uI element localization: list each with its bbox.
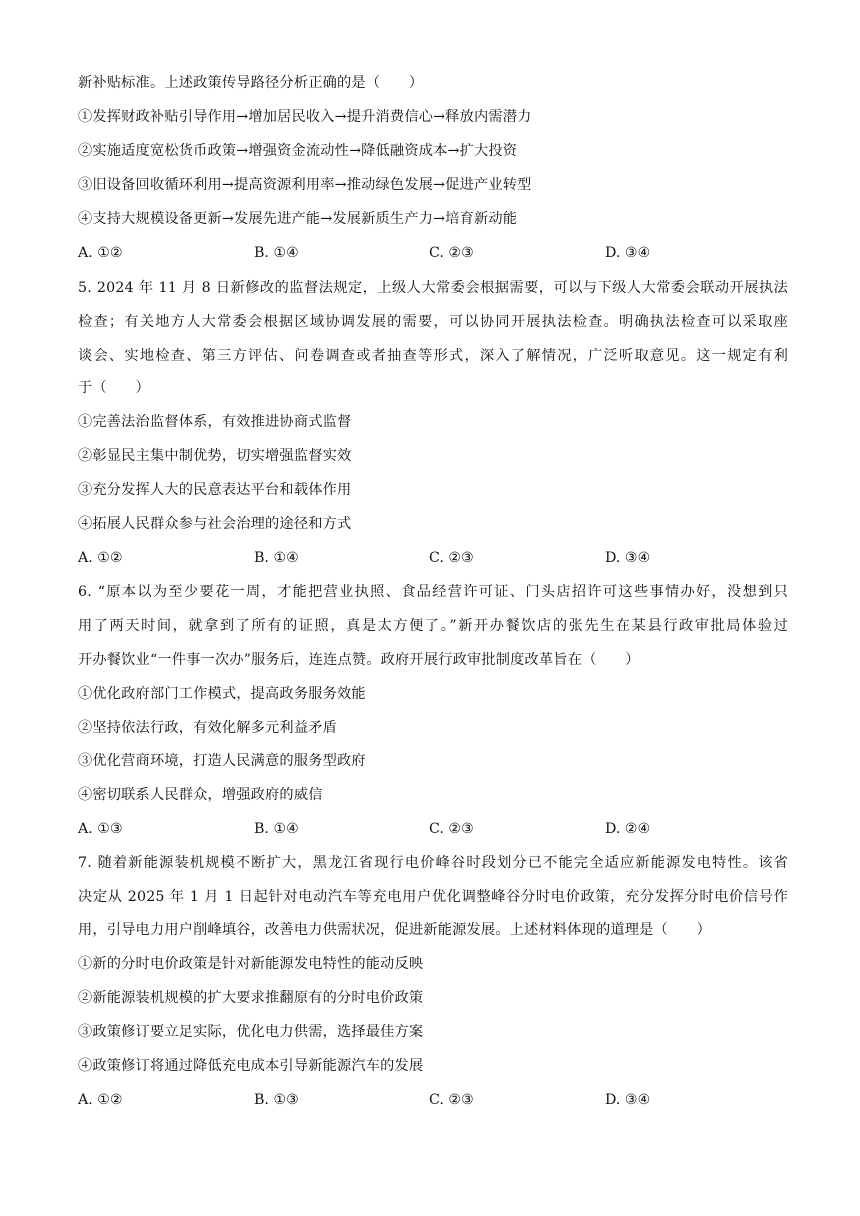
q7-item-2: ②新能源装机规模的扩大要求推翻原有的分时电价政策 xyxy=(78,990,424,1006)
q5-option-d: D. ③④ xyxy=(605,550,651,566)
q6-item-3: ③优化营商环境，打造人民满意的服务型政府 xyxy=(78,753,366,769)
q7-option-a: A. ①② xyxy=(78,1092,123,1108)
q6-option-c: C. ②③ xyxy=(429,821,474,837)
q7-item-4: ④政策修订将通过降低充电成本引导新能源汽车的发展 xyxy=(78,1058,424,1074)
q7-stem-line-3: 用，引导电力用户削峰填谷，改善电力供需状况，促进新能源发展。上述材料体现的道理是（ ） xyxy=(78,922,712,938)
q4-item-2: ②实施适度宽松货币政策→增强资金流动性→降低融资成本→扩大投资 xyxy=(78,143,518,159)
q4-item-1: ①发挥财政补贴引导作用→增加居民收入→提升消费信心→释放内需潜力 xyxy=(78,109,532,125)
q7-option-b: B. ①③ xyxy=(254,1092,299,1108)
q7-stem-line-1: 7. 随着新能源装机规模不断扩大，黑龙江省现行电价峰谷时段划分已不能完全适应新能源发电特性。该省 xyxy=(78,855,788,871)
q5-stem-line-2: 检查；有关地方人大常委会根据区域协调发展的需要，可以协同开展执法检查。明确执法检查可以采取座 xyxy=(78,314,788,330)
q7-item-3: ③政策修订要立足实际，优化电力供需，选择最佳方案 xyxy=(78,1024,424,1040)
q6-item-1: ①优化政府部门工作模式，提高政务服务效能 xyxy=(78,686,366,702)
q6-option-b: B. ①④ xyxy=(254,821,299,837)
q4-stem-tail: 新补贴标准。上述政策传导路径分析正确的是（ ） xyxy=(78,75,424,91)
q5-item-4: ④拓展人民群众参与社会治理的途径和方式 xyxy=(78,516,352,532)
q5-stem-line-1: 5. 2024 年 11 月 8 日新修改的监督法规定，上级人大常委会根据需要，可以与下级人大常委会联动开展执法 xyxy=(78,280,788,296)
q4-option-a: A. ①② xyxy=(78,245,123,261)
q7-stem-line-2: 决定从 2025 年 1 月 1 日起针对电动汽车等充电用户优化调整峰谷分时电价政策，充分发挥分时电价信号作 xyxy=(78,889,788,905)
q4-option-b: B. ①④ xyxy=(254,245,299,261)
q5-stem-line-4: 于（ ） xyxy=(78,380,150,396)
q7-option-d: D. ③④ xyxy=(605,1092,651,1108)
q6-item-2: ②坚持依法行政，有效化解多元利益矛盾 xyxy=(78,720,337,736)
q6-stem-line-1: 6. “原本以为至少要花一周，才能把营业执照、食品经营许可证、门头店招许可这些事情办好，没想到只 xyxy=(78,584,788,600)
q4-item-3: ③旧设备回收循环利用→提高资源利用率→推动绿色发展→促进产业转型 xyxy=(78,177,532,193)
q4-item-4: ④支持大规模设备更新→发展先进产能→发展新质生产力→培育新动能 xyxy=(78,211,518,227)
q5-option-b: B. ①④ xyxy=(254,550,299,566)
q6-item-4: ④密切联系人民群众，增强政府的威信 xyxy=(78,787,323,803)
q6-option-a: A. ①③ xyxy=(78,821,123,837)
q6-option-d: D. ②④ xyxy=(605,821,651,837)
q5-item-3: ③充分发挥人大的民意表达平台和载体作用 xyxy=(78,482,352,498)
q4-option-d: D. ③④ xyxy=(605,245,651,261)
q4-option-c: C. ②③ xyxy=(429,245,474,261)
q5-option-c: C. ②③ xyxy=(429,550,474,566)
q5-item-2: ②彰显民主集中制优势，切实增强监督实效 xyxy=(78,448,352,464)
q5-item-1: ①完善法治监督体系，有效推进协商式监督 xyxy=(78,414,352,430)
q6-stem-line-3: 开办餐饮业“一件事一次办”服务后，连连点赞。政府开展行政审批制度改革旨在（ ） xyxy=(78,652,640,668)
q6-stem-line-2: 用了两天时间，就拿到了所有的证照，真是太方便了。”新开办餐饮店的张先生在某县行政审批局体验过 xyxy=(78,618,788,634)
q5-stem-line-3: 谈会、实地检查、第三方评估、问卷调查或者抽查等形式，深入了解情况，广泛听取意见。这一规定有利 xyxy=(78,348,788,364)
q7-option-c: C. ②③ xyxy=(429,1092,474,1108)
q5-option-a: A. ①② xyxy=(78,550,123,566)
q7-item-1: ①新的分时电价政策是针对新能源发电特性的能动反映 xyxy=(78,956,424,972)
